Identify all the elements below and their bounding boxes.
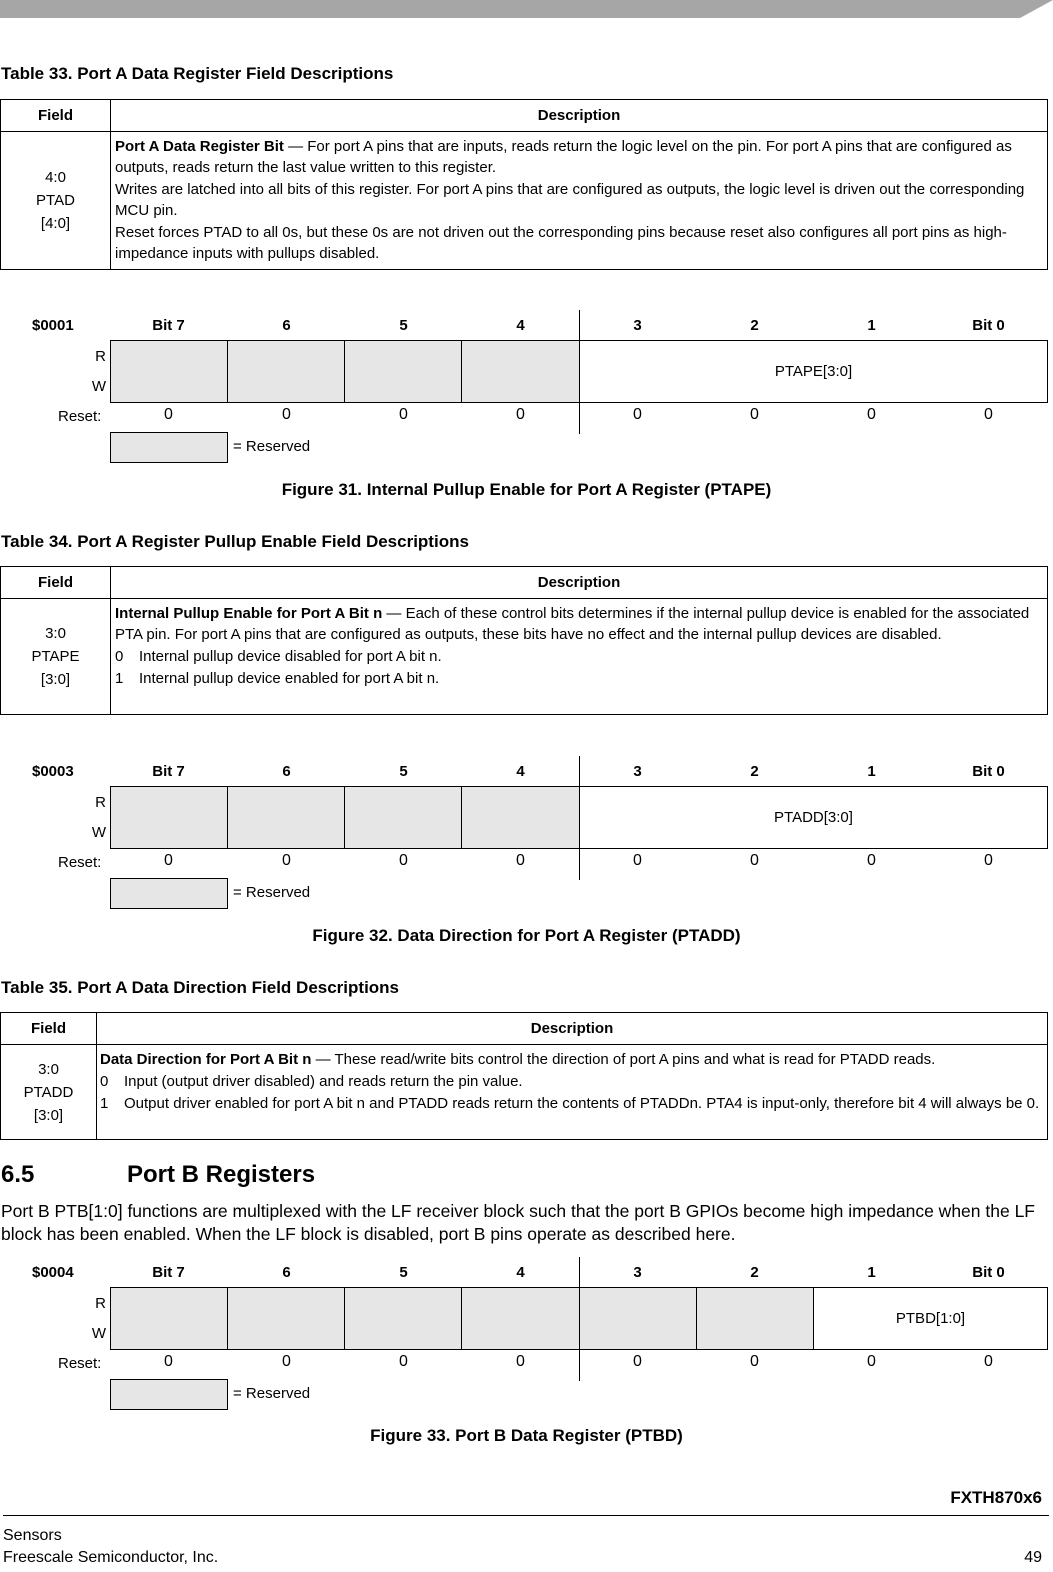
register-bit-grid <box>110 340 1048 403</box>
reset-value: 0 <box>164 852 173 869</box>
register-diagram-ptape <box>0 310 1053 455</box>
reset-value: 0 <box>516 1353 525 1370</box>
field-range: [3:0] <box>33 1106 64 1124</box>
bit-header: 5 <box>399 1264 408 1281</box>
description-lead-bold: Data Direction for Port A Bit n <box>100 1051 312 1068</box>
reserved-legend-swatch <box>110 1379 228 1410</box>
field-bits: 3:0 <box>38 1060 59 1078</box>
option-number: 1 <box>100 1095 109 1112</box>
bit-header: 4 <box>516 1264 525 1281</box>
figure-31-caption: Figure 31. Internal Pullup Enable for Port A Register (PTAPE) <box>281 480 772 499</box>
write-label: W <box>91 1325 106 1342</box>
description-lead-bold: Port A Data Register Bit <box>115 138 284 155</box>
field-bits: 3:0 <box>45 625 66 642</box>
reset-value: 0 <box>750 1353 759 1370</box>
bit-header: Bit 7 <box>152 763 185 780</box>
register-bit-grid <box>110 1287 1048 1350</box>
register-diagram-ptadd <box>0 756 1053 901</box>
bit-header: Bit 0 <box>972 317 1005 334</box>
reserved-bit-cell <box>462 341 580 402</box>
table-34-title: Table 34. Port A Register Pullup Enable Field Descriptions <box>1 532 469 551</box>
description-cell <box>111 132 1048 270</box>
reset-value: 0 <box>867 1353 876 1370</box>
figure-33-caption: Figure 33. Port B Data Register (PTBD) <box>370 1426 683 1445</box>
reserved-bit-cell <box>697 1288 814 1349</box>
reserved-legend-swatch <box>110 432 228 463</box>
description-lead-text: — Each of these control bits determines if the internal pullup device is enabled for the associated PTA pin. For port A pins that are configured as outputs, these bits have no effect and the internal pullup devices are disabled. <box>115 605 1030 643</box>
bit-header: 2 <box>750 317 759 334</box>
reset-value: 0 <box>633 406 642 423</box>
reset-value: 0 <box>984 852 993 869</box>
reset-label: Reset: <box>58 408 102 425</box>
bit-header: Bit 0 <box>972 763 1005 780</box>
column-header-field: Field <box>1 100 111 132</box>
reserved-legend-text: = Reserved <box>233 884 311 901</box>
register-field-name: PTADD[3:0] <box>774 809 853 826</box>
reset-value: 0 <box>282 1353 291 1370</box>
description-cell <box>111 599 1048 715</box>
reset-value: 0 <box>984 1353 993 1370</box>
reset-value: 0 <box>164 1353 173 1370</box>
reserved-legend-swatch <box>110 878 228 909</box>
description-lead <box>115 603 1043 645</box>
reserved-bit-cell <box>111 341 228 402</box>
reset-value: 0 <box>633 1353 642 1370</box>
table-35 <box>0 1012 1048 1140</box>
option-text: Internal pullup device enabled for port A bit n. <box>139 670 440 687</box>
bit-header: 5 <box>399 317 408 334</box>
reserved-bit-cell <box>228 787 345 848</box>
reset-value: 0 <box>399 406 408 423</box>
bit-header: 4 <box>516 317 525 334</box>
field-bits: 4:0 <box>45 169 66 186</box>
option-1 <box>100 1093 1043 1114</box>
reset-value: 0 <box>399 1353 408 1370</box>
reserved-bit-cell <box>345 787 462 848</box>
reset-value: 0 <box>633 852 642 869</box>
section-body: Port B PTB[1:0] functions are multiplexed with the LF receiver block such that the port B GPIOs become high impedance when the LF block has been enabled. When the LF block is disabled, port B pins operate as described here. <box>1 1201 1035 1244</box>
field-cell <box>1 599 111 715</box>
bit-header: Bit 0 <box>972 1264 1005 1281</box>
bit-header: 3 <box>633 317 642 334</box>
reserved-bit-cell <box>111 1288 228 1349</box>
reset-value: 0 <box>984 406 993 423</box>
register-field-name: PTBD[1:0] <box>895 1310 966 1327</box>
column-header-field: Field <box>1 1013 97 1045</box>
bit-header: 1 <box>867 317 876 334</box>
reserved-bit-cell <box>580 1288 697 1349</box>
write-label: W <box>91 378 106 395</box>
column-header-description: Description <box>111 567 1048 599</box>
description-paragraph: Writes are latched into all bits of this register. For port A pins that are configured as outputs, the logic level is driven out the corresponding MCU pin. <box>115 181 1025 219</box>
reset-value: 0 <box>516 852 525 869</box>
description-lead-text: — For port A pins that are inputs, reads return the logic level on the pin. For port A pins that are configured as outputs, reads return the last value written to this register. <box>115 138 1012 176</box>
description-cell <box>97 1045 1048 1140</box>
field-name: PTAPE <box>31 648 80 665</box>
reset-value: 0 <box>750 852 759 869</box>
reserved-bit-cell <box>345 341 462 402</box>
description-lead-bold: Internal Pullup Enable for Port A Bit n <box>115 605 383 622</box>
bit-header: Bit 7 <box>152 1264 185 1281</box>
description-paragraph: Reset forces PTAD to all 0s, but these 0s are not driven out the corresponding pins because reset also configures all port pins as high-impedance inputs with pullups disabled. <box>115 224 1007 262</box>
option-0 <box>100 1071 1043 1092</box>
column-header-description: Description <box>97 1013 1048 1045</box>
reset-value: 0 <box>282 406 291 423</box>
reset-value: 0 <box>750 406 759 423</box>
column-header-field: Field <box>1 567 111 599</box>
option-text: Internal pullup device disabled for port A bit n. <box>139 648 442 665</box>
option-number: 1 <box>115 670 124 687</box>
column-header-description: Description <box>111 100 1048 132</box>
field-name: PTADD <box>23 1083 74 1101</box>
reset-label: Reset: <box>58 854 102 871</box>
read-label: R <box>95 794 106 811</box>
bit-header: 2 <box>750 763 759 780</box>
option-1 <box>115 668 1043 689</box>
field-name: PTAD <box>36 192 75 209</box>
description-lead-text: — These read/write bits control the direction of port A pins and what is read for PTADD reads. <box>311 1051 936 1068</box>
figure-32-caption: Figure 32. Data Direction for Port A Register (PTADD) <box>312 926 741 945</box>
bit-header: 1 <box>867 1264 876 1281</box>
reserved-bit-cell <box>462 1288 580 1349</box>
option-text: Output driver enabled for port A bit n and PTADD reads return the contents of PTADDn. PTA4 is input-only, therefore bit 4 will always be 0. <box>124 1095 1040 1112</box>
description-lead <box>115 136 1043 178</box>
reset-value: 0 <box>164 406 173 423</box>
reset-value: 0 <box>282 852 291 869</box>
reserved-bit-cell <box>228 1288 345 1349</box>
bit-header: 3 <box>633 763 642 780</box>
bit-header: 2 <box>750 1264 759 1281</box>
bit-header: 6 <box>282 317 291 334</box>
register-address: $0003 <box>32 763 74 780</box>
reserved-bit-cell <box>228 341 345 402</box>
table-33-title: Table 33. Port A Data Register Field Descriptions <box>1 64 394 83</box>
bit-header: 1 <box>867 763 876 780</box>
read-label: R <box>95 348 106 365</box>
register-bit-grid <box>110 786 1048 849</box>
option-number: 0 <box>115 648 124 665</box>
footer-company: Freescale Semiconductor, Inc. <box>3 1549 219 1566</box>
reset-label: Reset: <box>58 1355 102 1372</box>
register-diagram-ptbd <box>0 1257 1053 1402</box>
table-33 <box>0 99 1048 270</box>
option-0 <box>115 646 1043 667</box>
bit-header: 3 <box>633 1264 642 1281</box>
table-34 <box>0 566 1048 715</box>
write-label: W <box>91 824 106 841</box>
table-35-title: Table 35. Port A Data Direction Field Descriptions <box>1 978 400 997</box>
option-text: Input (output driver disabled) and reads return the pin value. <box>124 1073 523 1090</box>
footer-rule <box>3 1515 1049 1516</box>
footer-page-number: 49 <box>1024 1549 1042 1566</box>
bit-header: Bit 7 <box>152 317 185 334</box>
field-cell <box>1 132 111 270</box>
register-address: $0001 <box>32 317 74 334</box>
header-banner <box>0 0 1053 18</box>
description-lead <box>100 1049 1043 1070</box>
reset-value: 0 <box>516 406 525 423</box>
field-range: [3:0] <box>40 671 71 688</box>
register-address: $0004 <box>32 1264 74 1281</box>
reserved-bit-cell <box>111 787 228 848</box>
reserved-bit-cell <box>462 787 580 848</box>
option-number: 0 <box>100 1073 109 1090</box>
field-cell <box>1 1045 97 1140</box>
bit-header: 6 <box>282 1264 291 1281</box>
footer-document-id: FXTH870x6 <box>950 1488 1042 1507</box>
reset-value: 0 <box>399 852 408 869</box>
bit-header: 6 <box>282 763 291 780</box>
read-label: R <box>95 1295 106 1312</box>
reserved-legend-text: = Reserved <box>233 1385 311 1402</box>
bit-header: 4 <box>516 763 525 780</box>
section-title: Port B Registers <box>127 1161 316 1188</box>
section-number: 6.5 <box>1 1161 35 1188</box>
field-range: [4:0] <box>40 215 71 232</box>
reserved-bit-cell <box>345 1288 462 1349</box>
footer-category: Sensors <box>3 1527 62 1544</box>
register-field-name: PTAPE[3:0] <box>774 363 853 380</box>
reset-value: 0 <box>867 406 876 423</box>
bit-header: 5 <box>399 763 408 780</box>
reset-value: 0 <box>867 852 876 869</box>
reserved-legend-text: = Reserved <box>233 438 311 455</box>
